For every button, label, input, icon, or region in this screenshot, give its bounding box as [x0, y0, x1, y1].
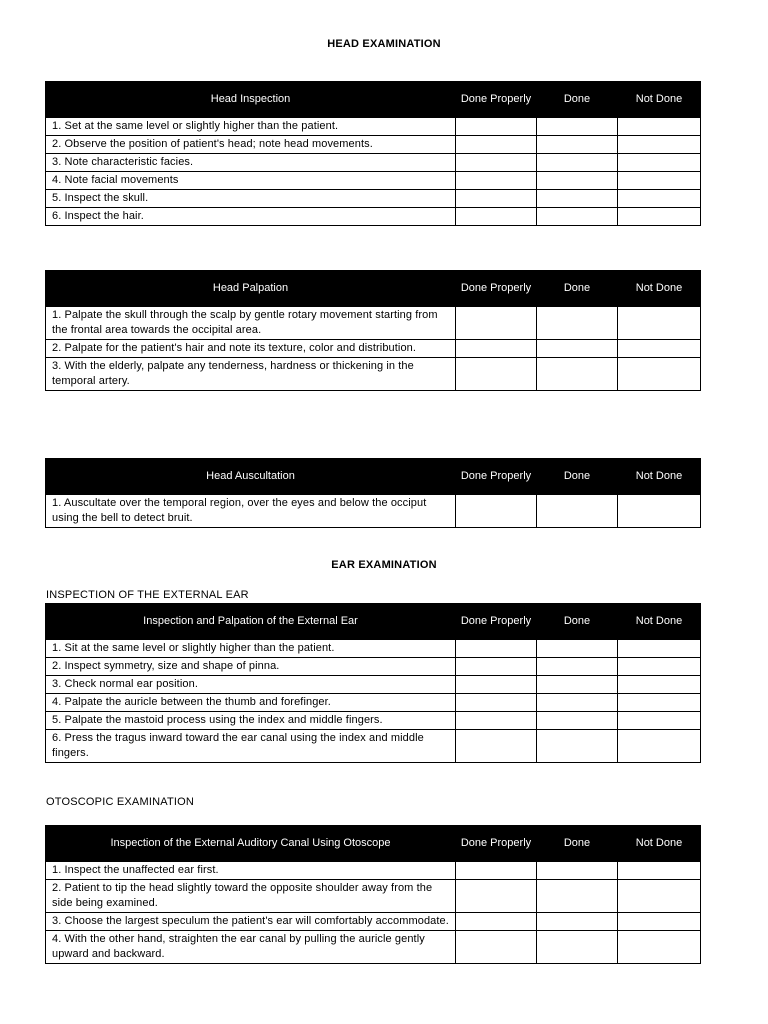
table-row: [46, 658, 701, 676]
not-done-cell[interactable]: [618, 913, 701, 931]
not-done-cell[interactable]: [618, 136, 701, 154]
done-cell[interactable]: [537, 658, 618, 676]
done-cell[interactable]: [537, 358, 618, 391]
done-properly-cell[interactable]: [456, 694, 537, 712]
step-text: 2. Inspect symmetry, size and shape of pinna.: [46, 658, 456, 676]
done-properly-cell[interactable]: [456, 307, 537, 340]
not-done-cell[interactable]: [618, 495, 701, 528]
done-cell[interactable]: [537, 154, 618, 172]
done-properly-cell[interactable]: [456, 136, 537, 154]
col-done-properly: Done Properly: [456, 604, 537, 640]
section-title: Head Inspection: [46, 82, 456, 118]
step-text: 4. With the other hand, straighten the ear canal by pulling the auricle gently upward and backward.: [46, 931, 456, 964]
step-text: 3. Choose the largest speculum the patient's ear will comfortably accommodate.: [46, 913, 456, 931]
step-text: 2. Observe the position of patient's head; note head movements.: [46, 136, 456, 154]
col-not-done: Not Done: [618, 826, 701, 862]
done-cell[interactable]: [537, 136, 618, 154]
table-row: [46, 694, 701, 712]
table-header-row: [46, 459, 701, 495]
otoscope-table: [45, 825, 701, 964]
step-text: 1. Set at the same level or slightly higher than the patient.: [46, 118, 456, 136]
done-properly-cell[interactable]: [456, 358, 537, 391]
done-properly-cell[interactable]: [456, 118, 537, 136]
done-properly-cell[interactable]: [456, 913, 537, 931]
not-done-cell[interactable]: [618, 931, 701, 964]
table-row: [46, 358, 701, 391]
table-row: [46, 862, 701, 880]
table-row: [46, 913, 701, 931]
done-cell[interactable]: [537, 172, 618, 190]
table-header-row: [46, 271, 701, 307]
table-row: [46, 136, 701, 154]
done-properly-cell[interactable]: [456, 730, 537, 763]
done-properly-cell[interactable]: [456, 495, 537, 528]
done-properly-cell[interactable]: [456, 190, 537, 208]
table-row: [46, 190, 701, 208]
not-done-cell[interactable]: [618, 694, 701, 712]
done-cell[interactable]: [537, 730, 618, 763]
col-done: Done: [537, 82, 618, 118]
step-text: 4. Note facial movements: [46, 172, 456, 190]
done-cell[interactable]: [537, 676, 618, 694]
section-title: Head Palpation: [46, 271, 456, 307]
step-text: 1. Auscultate over the temporal region, over the eyes and below the occiput using the bell to detect bruit.: [46, 495, 456, 528]
table-header-row: [46, 826, 701, 862]
not-done-cell[interactable]: [618, 676, 701, 694]
col-done: Done: [537, 271, 618, 307]
done-properly-cell[interactable]: [456, 658, 537, 676]
done-cell[interactable]: [537, 307, 618, 340]
done-cell[interactable]: [537, 931, 618, 964]
step-text: 5. Inspect the skull.: [46, 190, 456, 208]
table-row: [46, 307, 701, 340]
not-done-cell[interactable]: [618, 154, 701, 172]
not-done-cell[interactable]: [618, 307, 701, 340]
done-properly-cell[interactable]: [456, 676, 537, 694]
done-cell[interactable]: [537, 190, 618, 208]
table-row: [46, 712, 701, 730]
col-not-done: Not Done: [618, 459, 701, 495]
otoscopic-label: OTOSCOPIC EXAMINATION: [46, 796, 195, 808]
not-done-cell[interactable]: [618, 862, 701, 880]
col-not-done: Not Done: [618, 82, 701, 118]
table-row: [46, 154, 701, 172]
head-inspection-table: [45, 81, 701, 226]
step-text: 1. Inspect the unaffected ear first.: [46, 862, 456, 880]
section-title: Inspection of the External Auditory Canal Using Otoscope: [46, 826, 456, 862]
head-palpation-table: [45, 270, 701, 391]
table-row: [46, 730, 701, 763]
head-examination-title: HEAD EXAMINATION: [327, 38, 441, 50]
not-done-cell[interactable]: [618, 208, 701, 226]
not-done-cell[interactable]: [618, 640, 701, 658]
col-not-done: Not Done: [618, 271, 701, 307]
table-row: [46, 931, 701, 964]
not-done-cell[interactable]: [618, 172, 701, 190]
section-title: Head Auscultation: [46, 459, 456, 495]
table-row: [46, 676, 701, 694]
step-text: 2. Palpate for the patient's hair and note its texture, color and distribution.: [46, 340, 456, 358]
step-text: 3. Check normal ear position.: [46, 676, 456, 694]
col-not-done: Not Done: [618, 604, 701, 640]
col-done: Done: [537, 459, 618, 495]
section-title: Inspection and Palpation of the External Ear: [46, 604, 456, 640]
step-text: 1. Sit at the same level or slightly higher than the patient.: [46, 640, 456, 658]
step-text: 4. Palpate the auricle between the thumb and forefinger.: [46, 694, 456, 712]
done-cell[interactable]: [537, 880, 618, 913]
head-auscultation-table: [45, 458, 701, 528]
step-text: 1. Palpate the skull through the scalp by gentle rotary movement starting from the frontal area towards the occipital area.: [46, 307, 456, 340]
ear-examination-title: EAR EXAMINATION: [331, 559, 437, 571]
done-cell[interactable]: [537, 495, 618, 528]
done-properly-cell[interactable]: [456, 712, 537, 730]
not-done-cell[interactable]: [618, 190, 701, 208]
col-done: Done: [537, 826, 618, 862]
table-row: [46, 208, 701, 226]
done-cell[interactable]: [537, 694, 618, 712]
col-done-properly: Done Properly: [456, 271, 537, 307]
done-cell[interactable]: [537, 862, 618, 880]
done-properly-cell[interactable]: [456, 154, 537, 172]
done-cell[interactable]: [537, 208, 618, 226]
table-header-row: [46, 82, 701, 118]
step-text: 5. Palpate the mastoid process using the index and middle fingers.: [46, 712, 456, 730]
external-ear-label: INSPECTION OF THE EXTERNAL EAR: [46, 589, 249, 601]
done-properly-cell[interactable]: [456, 862, 537, 880]
col-done-properly: Done Properly: [456, 82, 537, 118]
not-done-cell[interactable]: [618, 712, 701, 730]
step-text: 6. Press the tragus inward toward the ear canal using the index and middle fingers.: [46, 730, 456, 763]
done-cell[interactable]: [537, 640, 618, 658]
done-properly-cell[interactable]: [456, 931, 537, 964]
step-text: 3. With the elderly, palpate any tenderness, hardness or thickening in the temporal artery.: [46, 358, 456, 391]
table-row: [46, 118, 701, 136]
done-properly-cell[interactable]: [456, 640, 537, 658]
col-done-properly: Done Properly: [456, 459, 537, 495]
not-done-cell[interactable]: [618, 118, 701, 136]
done-properly-cell[interactable]: [456, 880, 537, 913]
done-properly-cell[interactable]: [456, 208, 537, 226]
table-row: [46, 340, 701, 358]
step-text: 6. Inspect the hair.: [46, 208, 456, 226]
table-header-row: [46, 604, 701, 640]
step-text: 3. Note characteristic facies.: [46, 154, 456, 172]
done-properly-cell[interactable]: [456, 172, 537, 190]
not-done-cell[interactable]: [618, 658, 701, 676]
step-text: 2. Patient to tip the head slightly toward the opposite shoulder away from the side being examined.: [46, 880, 456, 913]
table-row: [46, 880, 701, 913]
col-done-properly: Done Properly: [456, 826, 537, 862]
table-row: [46, 640, 701, 658]
not-done-cell[interactable]: [618, 340, 701, 358]
external-ear-table: [45, 603, 701, 763]
not-done-cell[interactable]: [618, 730, 701, 763]
table-row: [46, 495, 701, 528]
done-cell[interactable]: [537, 913, 618, 931]
not-done-cell[interactable]: [618, 880, 701, 913]
done-cell[interactable]: [537, 712, 618, 730]
col-done: Done: [537, 604, 618, 640]
table-row: [46, 172, 701, 190]
done-properly-cell[interactable]: [456, 340, 537, 358]
done-cell[interactable]: [537, 118, 618, 136]
done-cell[interactable]: [537, 340, 618, 358]
not-done-cell[interactable]: [618, 358, 701, 391]
